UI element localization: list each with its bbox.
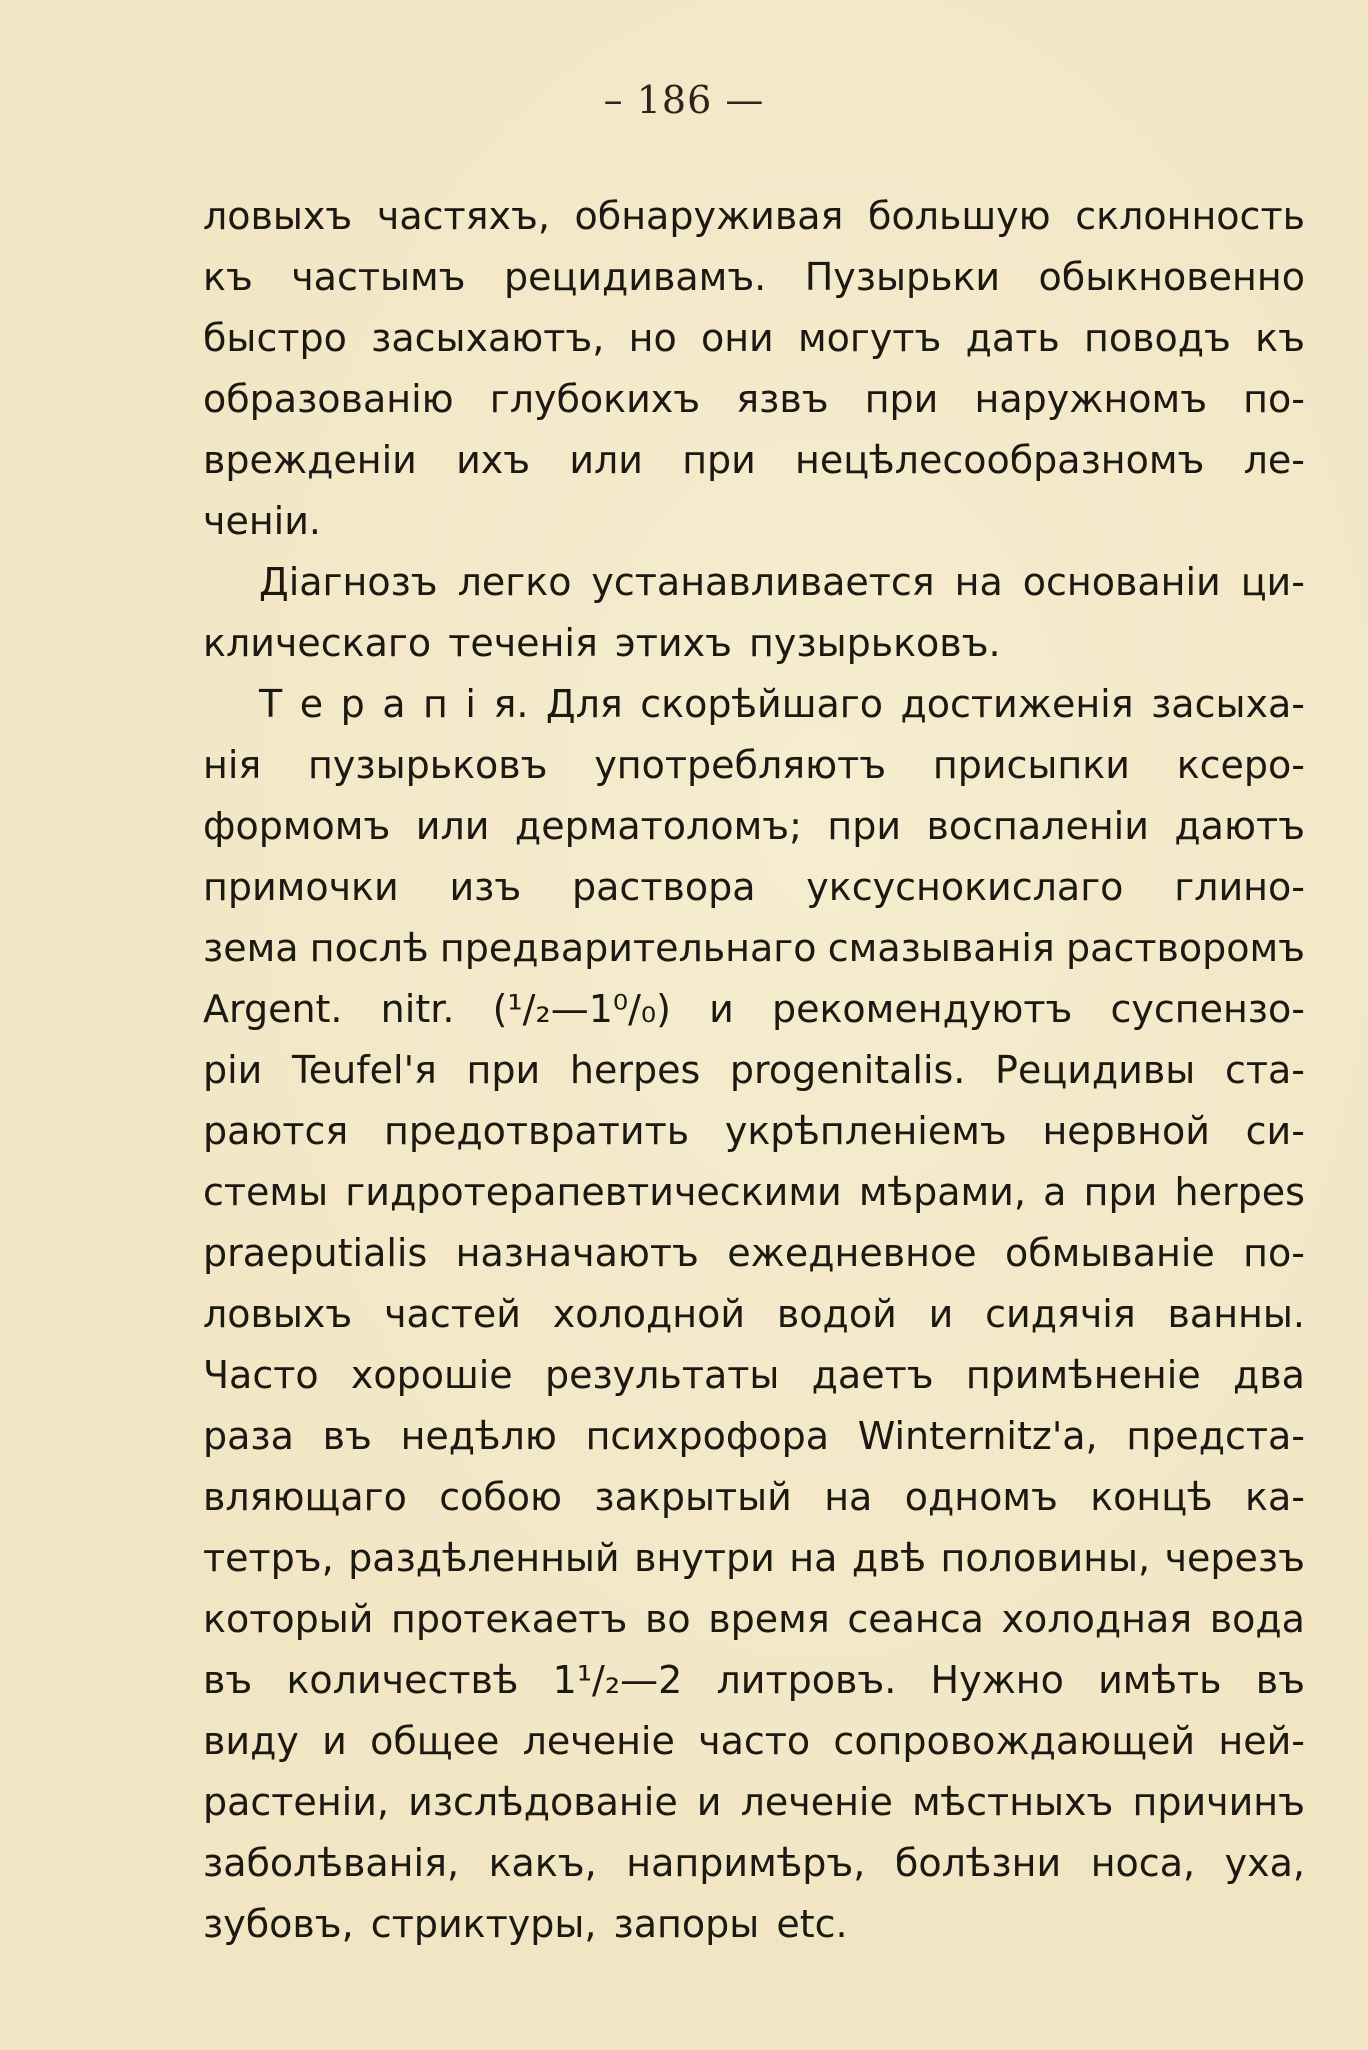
word: и (709, 987, 734, 1031)
word: который (203, 1597, 374, 1641)
text-line (203, 1162, 1305, 1223)
word: растворомъ (1066, 926, 1305, 970)
word: herpes (1174, 1170, 1305, 1214)
word: раствора (572, 865, 756, 909)
text-line (203, 674, 1305, 735)
word: и (322, 1719, 347, 1763)
word: леченіе (740, 1780, 893, 1824)
word: я. (493, 682, 529, 726)
paragraph (203, 186, 1305, 552)
word: въ (203, 1658, 253, 1702)
word: (¹/₂—1⁰/₀) (492, 987, 671, 1031)
word: въ (322, 1414, 372, 1458)
word: нія (203, 743, 262, 787)
word: ихъ (456, 438, 531, 482)
word: клическаго (203, 621, 432, 665)
body-text (203, 186, 1305, 1955)
word: къ (203, 255, 253, 299)
word: предотвратить (383, 1109, 690, 1153)
word: мѣрами, (858, 1170, 1026, 1214)
word: часто (698, 1719, 811, 1763)
word: і (465, 682, 476, 726)
text-line (203, 247, 1305, 308)
word: основаніи (1022, 560, 1221, 604)
word: склонность (1075, 194, 1305, 238)
word: ванны. (1167, 1292, 1305, 1336)
word: присыпки (932, 743, 1130, 787)
word: леченіе (522, 1719, 675, 1763)
word: Для (545, 682, 623, 726)
text-line (203, 1772, 1305, 1833)
word: двѣ (851, 1536, 927, 1580)
word: предста- (1126, 1414, 1305, 1458)
word: по- (1243, 377, 1305, 421)
text-line (203, 186, 1305, 247)
word: изслѣдованіе (408, 1780, 678, 1824)
word: ста- (1224, 1048, 1305, 1092)
word: ле- (1243, 438, 1305, 482)
word: причинъ (1132, 1780, 1305, 1824)
word: литровъ. (716, 1658, 897, 1702)
text-line (203, 1528, 1305, 1589)
word: недѣлю (400, 1414, 557, 1458)
word: могутъ (798, 316, 942, 360)
word: къ (1255, 316, 1305, 360)
word: мѣстныхъ (911, 1780, 1114, 1824)
word: Winternitz'а, (857, 1414, 1098, 1458)
text-line (203, 1101, 1305, 1162)
word: болѣзни (894, 1841, 1062, 1885)
word: врежденіи (203, 438, 417, 482)
word: раздѣленный (348, 1536, 620, 1580)
word: достиженія (900, 682, 1134, 726)
word: время (708, 1597, 830, 1641)
word: послѣ (309, 926, 429, 970)
word: напримѣръ, (626, 1841, 866, 1885)
word: progenitalis. (729, 1048, 966, 1092)
text-line (203, 308, 1305, 369)
word: ріи (203, 1048, 263, 1092)
word: даютъ (1174, 804, 1305, 848)
word: нецѣлесообразномъ (795, 438, 1205, 482)
text-line (203, 491, 1305, 552)
word: при (1083, 1170, 1158, 1214)
text-line (203, 979, 1305, 1040)
word: и (696, 1780, 722, 1824)
word: изъ (449, 865, 522, 909)
text-line (203, 857, 1305, 918)
word: р (340, 682, 365, 726)
word: Пузырьки (804, 255, 1001, 299)
word: сеанса (847, 1597, 984, 1641)
word: praeputialis (203, 1231, 428, 1275)
word: формомъ (203, 804, 391, 848)
text-line (203, 796, 1305, 857)
word: дерматоломъ; (514, 804, 802, 848)
word: частымъ (291, 255, 466, 299)
word: протекаетъ (391, 1597, 628, 1641)
word: ченіи. (203, 499, 322, 543)
word: Т (259, 682, 283, 726)
word: во (645, 1597, 691, 1641)
text-line (203, 1345, 1305, 1406)
paragraph (203, 674, 1305, 1955)
word: и (928, 1292, 954, 1336)
word: Діагнозъ (259, 560, 438, 604)
word: на (824, 1475, 873, 1519)
word: ежедневное (727, 1231, 977, 1275)
word: вода (1209, 1597, 1305, 1641)
word: назначаютъ (455, 1231, 699, 1275)
word: обмываніе (1004, 1231, 1215, 1275)
word: носа, (1090, 1841, 1196, 1885)
word: половины, (940, 1536, 1151, 1580)
text-line (203, 1650, 1305, 1711)
word: засыха- (1151, 682, 1305, 726)
word: уксуснокислаго (806, 865, 1124, 909)
word: легко (457, 560, 572, 604)
word: засыхаютъ, (371, 316, 605, 360)
word: предварительнаго (439, 926, 817, 970)
text-line (203, 1040, 1305, 1101)
word: поводъ (1084, 316, 1231, 360)
word: ка- (1245, 1475, 1305, 1519)
word: быстро (203, 316, 347, 360)
word: гидротерапевтическими (345, 1170, 842, 1214)
word: дать (965, 316, 1060, 360)
text-line (203, 1467, 1305, 1528)
word: обнаруживая (574, 194, 844, 238)
word: на (954, 560, 1003, 604)
word: нервной (1042, 1109, 1210, 1153)
word: примѣненіе (965, 1353, 1201, 1397)
word: etc. (776, 1902, 848, 1946)
word: воспаленіи (926, 804, 1149, 848)
word: е (299, 682, 324, 726)
word: употребляютъ (594, 743, 887, 787)
word: зубовъ, (203, 1902, 354, 1946)
word: при (466, 1048, 541, 1092)
text-line (203, 735, 1305, 796)
word: закрытый (594, 1475, 792, 1519)
word: запоры (613, 1902, 760, 1946)
word: а (382, 682, 406, 726)
word: тетръ, (203, 1536, 334, 1580)
word: внутри (634, 1536, 775, 1580)
word: раются (203, 1109, 349, 1153)
word: водой (776, 1292, 897, 1336)
text-line (203, 1406, 1305, 1467)
word: ней- (1218, 1719, 1305, 1763)
text-line (203, 1894, 1305, 1955)
word: сидячія (985, 1292, 1136, 1336)
word: ловыхъ (203, 194, 353, 238)
word: виду (203, 1719, 299, 1763)
word: herpes (569, 1048, 701, 1092)
word: си- (1245, 1109, 1305, 1153)
word: п (423, 682, 448, 726)
word: по- (1243, 1231, 1305, 1275)
word: какъ, (488, 1841, 597, 1885)
text-line (203, 369, 1305, 430)
word: устанавливается (591, 560, 935, 604)
word: при (827, 804, 902, 848)
text-line (203, 1589, 1305, 1650)
word: зема (203, 926, 299, 970)
word: даетъ (811, 1353, 934, 1397)
word: черезъ (1164, 1536, 1305, 1580)
text-line (203, 1223, 1305, 1284)
word: nitr. (380, 987, 455, 1031)
word: собою (439, 1475, 563, 1519)
word: примочки (203, 865, 399, 909)
word: общее (370, 1719, 500, 1763)
word: или (569, 438, 643, 482)
word: они (700, 316, 774, 360)
word: глино- (1174, 865, 1305, 909)
text-line (203, 1284, 1305, 1345)
word: заболѣванія, (203, 1841, 460, 1885)
word: скорѣйшаго (640, 682, 883, 726)
word: при (864, 377, 939, 421)
word: пузырьковъ (308, 743, 548, 787)
word: стриктуры, (370, 1902, 597, 1946)
text-line (203, 1833, 1305, 1894)
word: холодной (552, 1292, 746, 1336)
word: образованію (203, 377, 454, 421)
word: смазыванія (827, 926, 1055, 970)
word: имѣть (1098, 1658, 1222, 1702)
word: раза (203, 1414, 294, 1458)
text-line (203, 613, 1305, 674)
text-line (203, 430, 1305, 491)
word: обыкновенно (1038, 255, 1305, 299)
word: Нужно (930, 1658, 1064, 1702)
word: частей (384, 1292, 521, 1336)
word: Рецидивы (995, 1048, 1196, 1092)
word: въ (1255, 1658, 1305, 1702)
word: количествѣ (286, 1658, 519, 1702)
word: сопровождающей (833, 1719, 1196, 1763)
word: частяхъ, (376, 194, 550, 238)
word: стемы (203, 1170, 329, 1214)
word: язвъ (736, 377, 829, 421)
word: глубокихъ (489, 377, 701, 421)
word: а (1043, 1170, 1067, 1214)
word: большую (868, 194, 1051, 238)
word: рецидивамъ. (503, 255, 767, 299)
word: ци- (1240, 560, 1305, 604)
word: Argent. (203, 987, 343, 1031)
word: одномъ (904, 1475, 1058, 1519)
paragraph (203, 552, 1305, 674)
word: ловыхъ (203, 1292, 353, 1336)
word: хорошіе (350, 1353, 513, 1397)
word: растеніи, (203, 1780, 389, 1824)
word: рекомендуютъ (771, 987, 1073, 1031)
word: суспензо- (1110, 987, 1305, 1031)
word: этихъ (614, 621, 732, 665)
word: наружномъ (974, 377, 1208, 421)
page-number: – 186 — (603, 78, 765, 122)
word: результаты (544, 1353, 780, 1397)
word: 1¹/₂—2 (552, 1658, 683, 1702)
text-line (203, 918, 1305, 979)
word: но (628, 316, 677, 360)
word: укрѣпленіемъ (724, 1109, 1007, 1153)
word: пузырьковъ. (749, 621, 1001, 665)
word: два (1232, 1353, 1305, 1397)
word: ксеро- (1176, 743, 1305, 787)
word: уха, (1224, 1841, 1305, 1885)
word: психрофора (585, 1414, 830, 1458)
word: холодная (1001, 1597, 1193, 1641)
word: вляющаго (203, 1475, 407, 1519)
text-line (203, 552, 1305, 613)
word: концѣ (1090, 1475, 1213, 1519)
text-line (203, 1711, 1305, 1772)
word: при (682, 438, 756, 482)
word: теченія (448, 621, 598, 665)
word: Teufel'я (292, 1048, 437, 1092)
word: или (415, 804, 490, 848)
word: на (789, 1536, 838, 1580)
word: Часто (203, 1353, 319, 1397)
